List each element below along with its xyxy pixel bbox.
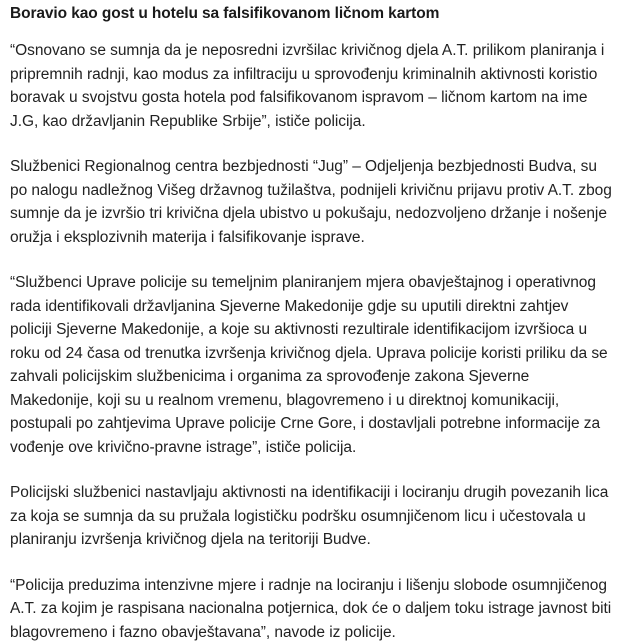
article-subheading: Boravio kao gost u hotelu sa falsifikovanom ličnom kartom <box>10 0 613 24</box>
paragraph-quote-hotel: “Osnovano se sumnja da je neposredni izvršilac krivičnog djela A.T. prilikom planiranja i pripremnih radnji, kao modus za infiltraciju u sprovođenju kriminalnih aktivnosti koristio boravak u svojstvu gosta hotela pod falsifikovanom ispravom – ličnom kartom na ime J.G, kao državljanin Republike Srbije”, ističe policija. <box>10 39 613 133</box>
paragraph-quote-identification: “Službenci Uprave policije su temeljnim planiranjem mjera obavještajnog i operativnog rada identifikovali državljanina Sjeverne Makedonije gdje su uputili direktni zahtjev policiji Sjeverne Makedonije, a koje su aktivnosti rezultirale identifikacijom izvršioca u roku od 24 časa od trenutka izvršenja krivičnog djela. Uprava policije koristi priliku da se zahvali policijskim službenicima i organima za sprovođenje zakona Sjeverne Makedonije, koji su u realnom vremenu, blagovremeno i u direktnoj komunikaciji, postupali po zahtjevima Uprave policije Crne Gore, i dostavljali potrebne informacije za vođenje ove krivično-pravne istrage”, ističe policija. <box>10 271 613 459</box>
paragraph-criminal-report: Službenici Regionalnog centra bezbjednosti “Jug” – Odjeljenja bezbjednosti Budva, su po nalogu nadležnog Višeg državnog tužilaštva, podnijeli krivičnu prijavu protiv A.T. zbog sumnje da je izvršio tri krivična djela ubistvo u pokušaju, nedozvoljeno držanje i nošenje oružja i eksplozivnih materija i falsifikovanje isprave. <box>10 155 613 249</box>
paragraph-ongoing-activities: Policijski službenici nastavljaju aktivnosti na identifikaciji i lociranju drugih povezanih lica za koja se sumnja da su pružala logističku podršku osumnjičenom licu i učestovala u planiranju izvršenja krivičnog djela na teritoriji Budve. <box>10 481 613 552</box>
paragraph-quote-warrant: “Policija preduzima intenzivne mjere i radnje na lociranju i lišenju slobode osumnjičenog A.T. za kojim je raspisana nacionalna potjernica, dok će o daljem toku istrage javnost biti blagovremeno i fazno obavještavana”, navode iz policije. <box>10 574 613 644</box>
